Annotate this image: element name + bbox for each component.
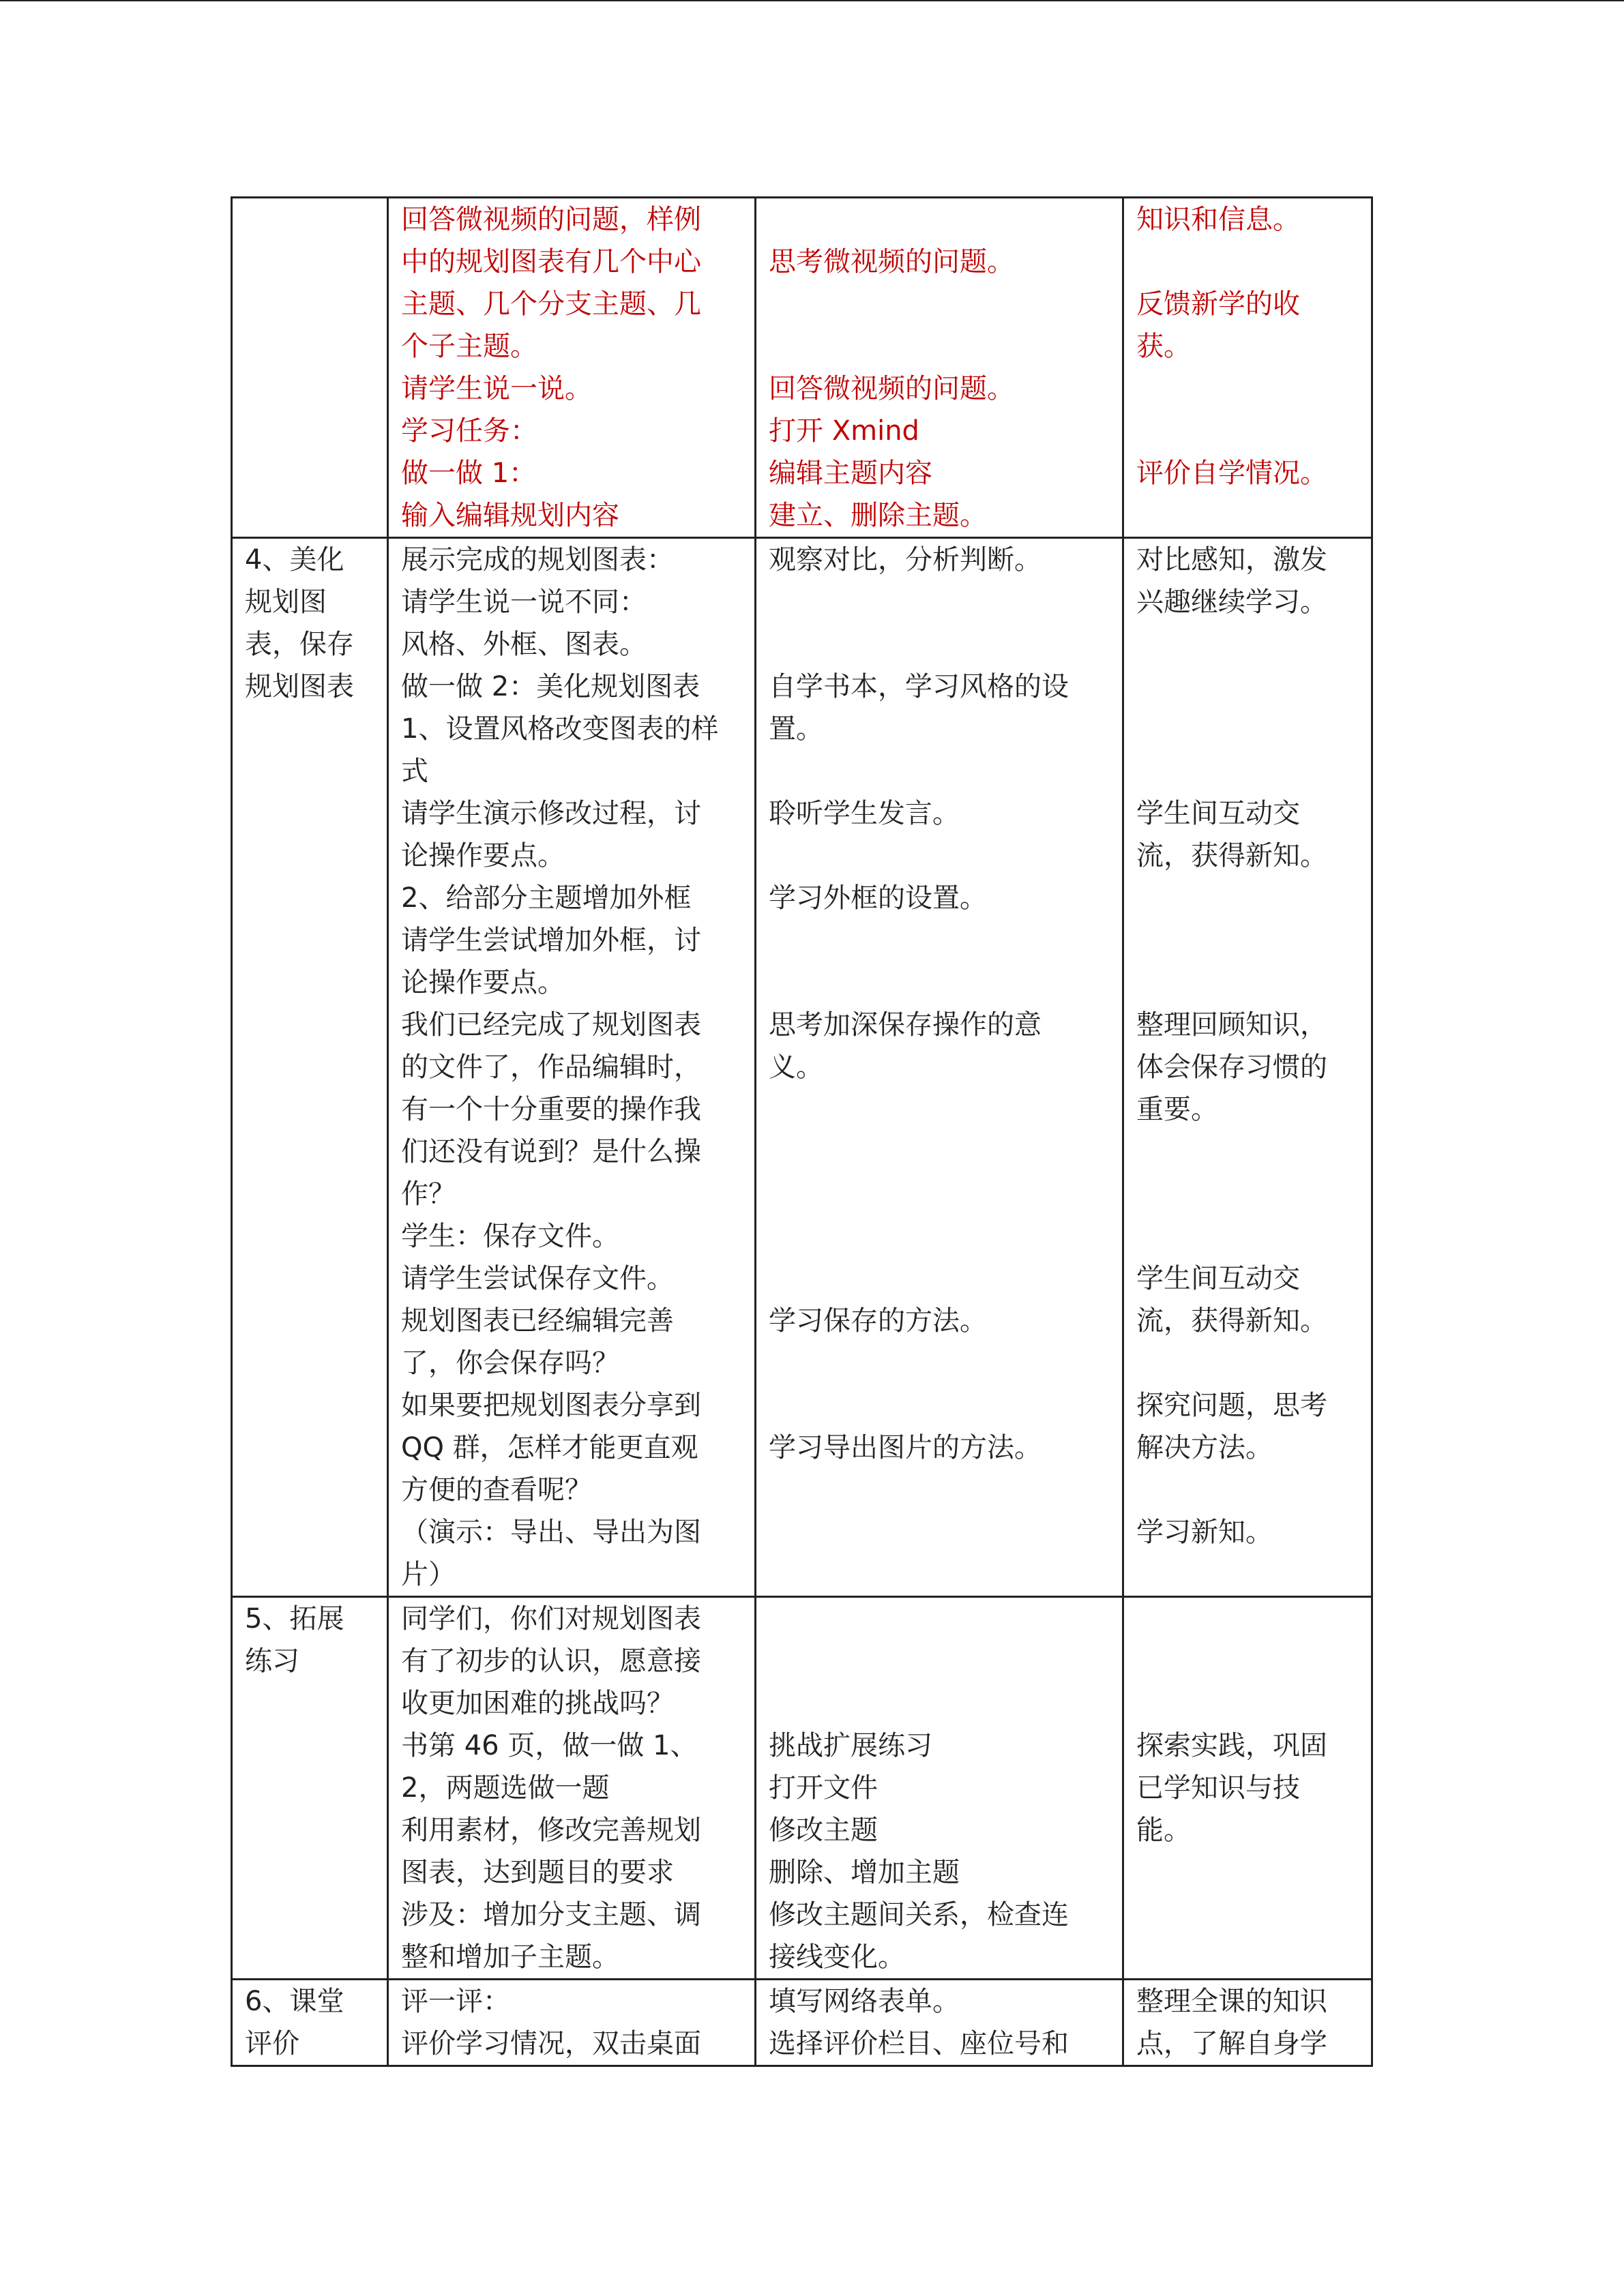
teacher-activity-cell <box>388 198 756 538</box>
cell-text-line: 中的规划图表有几个中心 <box>401 246 701 278</box>
cell-text-line: 打开 Xmind <box>769 415 919 447</box>
cell-text-line: 如果要把规划图表分享到 <box>401 1390 701 1421</box>
cell-text-line: 论操作要点。 <box>401 840 565 871</box>
cell-text-line <box>769 283 1110 325</box>
cell-text-line: 思考加深保存操作的意 <box>769 1009 1042 1041</box>
cell-text-line <box>1136 1851 1359 1894</box>
cell-text-line: 方便的查看呢？ <box>401 1474 592 1506</box>
cell-text-line <box>1136 750 1359 792</box>
stage-label-line: 5、拓展 <box>245 1603 344 1635</box>
stage-label-line: 4、美化 <box>245 544 344 576</box>
cell-text-line <box>1136 241 1359 283</box>
stage-label-line: 练习 <box>245 1645 299 1677</box>
cell-text-line <box>769 1682 1110 1725</box>
cell-text-line: 整和增加子主题。 <box>401 1941 619 1973</box>
cell-text-line: 置。 <box>769 713 823 745</box>
cell-text-line: 2，两题选做一题 <box>401 1772 610 1804</box>
cell-text-line <box>1136 1173 1359 1215</box>
stage-label-line: 规划图 <box>245 586 327 618</box>
cell-text-line: 展示完成的规划图表： <box>401 544 674 576</box>
cell-text-line: 修改主题 <box>769 1815 878 1846</box>
cell-text-line: 挑战扩展练习 <box>769 1730 932 1761</box>
cell-text-line: 片） <box>401 1559 456 1590</box>
cell-text-line: 式 <box>401 756 428 787</box>
cell-text-line: 书第 46 页，做一做 1、 <box>401 1730 698 1761</box>
teacher-activity-cell <box>388 1980 756 2066</box>
design-intent-cell <box>1123 198 1372 538</box>
stage-cell <box>232 198 388 538</box>
cell-text-line: 请学生尝试保存文件。 <box>401 1263 674 1294</box>
cell-text-line: 反馈新学的收 <box>1136 288 1300 320</box>
cell-text-line <box>769 581 1110 623</box>
table-row <box>232 1980 1372 2066</box>
cell-text-line: 观察对比，分析判断。 <box>769 544 1042 576</box>
cell-text-line: 2、给部分主题增加外框 <box>401 882 692 914</box>
cell-text-line <box>769 325 1110 368</box>
cell-text-line <box>1136 1682 1359 1725</box>
cell-text-line <box>1136 1936 1359 1978</box>
cell-text-line: 知识和信息。 <box>1136 204 1300 235</box>
cell-text-line: 思考微视频的问题。 <box>769 246 1014 278</box>
table-row <box>232 198 1372 538</box>
cell-text-line: 学生间互动交 <box>1136 1263 1300 1294</box>
cell-text-line <box>1136 494 1359 537</box>
cell-text-line: 解决方法。 <box>1136 1432 1273 1463</box>
cell-text-line: 个子主题。 <box>401 331 537 362</box>
cell-text-line <box>769 961 1110 1004</box>
cell-text-line: 涉及：增加分支主题、调 <box>401 1899 701 1930</box>
cell-text-line <box>769 623 1110 666</box>
cell-text-line: 1、设置风格改变图表的样 <box>401 713 719 745</box>
cell-text-line: 我们已经完成了规划图表 <box>401 1009 701 1041</box>
student-activity-cell <box>756 538 1123 1597</box>
cell-text-line <box>1136 1131 1359 1173</box>
cell-text-line <box>769 1598 1110 1640</box>
cell-text-line: 同学们，你们对规划图表 <box>401 1603 701 1635</box>
cell-text-line <box>1136 1894 1359 1936</box>
cell-text-line <box>1136 877 1359 919</box>
cell-text-line <box>1136 1469 1359 1511</box>
cell-text-line: 流，获得新知。 <box>1136 840 1327 871</box>
cell-text-line <box>769 835 1110 877</box>
cell-text-line <box>1136 1342 1359 1384</box>
cell-text-line <box>1136 1215 1359 1257</box>
cell-text-line: 聆听学生发言。 <box>769 798 960 829</box>
design-intent-cell <box>1123 1980 1372 2066</box>
stage-cell <box>232 1980 388 2066</box>
cell-text-line <box>769 1553 1110 1596</box>
cell-text-line <box>769 1640 1110 1682</box>
cell-text-line: 利用素材，修改完善规划 <box>401 1815 701 1846</box>
cell-text-line <box>1136 708 1359 750</box>
stage-label-line: 6、课堂 <box>245 1986 344 2017</box>
stage-label-line: 表，保存 <box>245 629 354 660</box>
cell-text-line: 请学生说一说。 <box>401 373 592 404</box>
cell-text-line <box>1136 368 1359 410</box>
cell-text-line <box>1136 1598 1359 1640</box>
cell-text-line: 填写网络表单。 <box>769 1986 960 2017</box>
cell-text-line: 兴趣继续学习。 <box>1136 586 1327 618</box>
cell-text-line <box>1136 919 1359 961</box>
cell-text-line: 论操作要点。 <box>401 967 565 998</box>
cell-text-line: 学习导出图片的方法。 <box>769 1432 1042 1463</box>
cell-text-line: 请学生尝试增加外框，讨 <box>401 925 701 956</box>
cell-text-line: 做一做 2：美化规划图表 <box>401 671 700 702</box>
cell-text-line: 整理回顾知识， <box>1136 1009 1327 1041</box>
cell-text-line: 流，获得新知。 <box>1136 1305 1327 1337</box>
cell-text-line: 们还没有说到？是什么操 <box>401 1136 701 1167</box>
cell-text-line: 学生间互动交 <box>1136 798 1300 829</box>
cell-text-line: 能。 <box>1136 1815 1191 1846</box>
lesson-plan-table <box>231 196 1373 2067</box>
cell-text-line: 对比感知，激发 <box>1136 544 1327 576</box>
cell-text-line <box>1136 410 1359 452</box>
cell-text-line: 义。 <box>769 1052 823 1083</box>
student-activity-cell <box>756 1980 1123 2066</box>
cell-text-line <box>1136 961 1359 1004</box>
teacher-activity-cell <box>388 538 756 1597</box>
cell-text-line <box>769 1088 1110 1131</box>
cell-text-line: 建立、删除主题。 <box>769 500 987 531</box>
cell-text-line <box>769 1469 1110 1511</box>
cell-text-line <box>769 919 1110 961</box>
cell-text-line: 探究问题，思考 <box>1136 1390 1327 1421</box>
stage-cell <box>232 538 388 1597</box>
cell-text-line <box>769 1384 1110 1427</box>
cell-text-line: 了，你会保存吗？ <box>401 1347 619 1379</box>
cell-text-line <box>769 1342 1110 1384</box>
cell-text-line: 有了初步的认识，愿意接 <box>401 1645 701 1677</box>
cell-text-line: 打开文件 <box>769 1772 878 1804</box>
cell-text-line <box>1136 1640 1359 1682</box>
student-activity-cell <box>756 198 1123 538</box>
cell-text-line: 学习新知。 <box>1136 1517 1273 1548</box>
cell-text-line <box>769 750 1110 792</box>
cell-text-line: 学习外框的设置。 <box>769 882 987 914</box>
cell-text-line: 自学书本，学习风格的设 <box>769 671 1069 702</box>
cell-text-line: 请学生演示修改过程，讨 <box>401 798 701 829</box>
page-top-border <box>0 0 1624 1</box>
lesson-plan-table-body <box>232 198 1372 2066</box>
cell-text-line: 接线变化。 <box>769 1941 905 1973</box>
cell-text-line: 规划图表已经编辑完善 <box>401 1305 674 1337</box>
cell-text-line <box>1136 666 1359 708</box>
cell-text-line: 重要。 <box>1136 1094 1218 1125</box>
cell-text-line: 已学知识与技 <box>1136 1772 1300 1804</box>
cell-text-line: 探索实践，巩固 <box>1136 1730 1327 1761</box>
design-intent-cell <box>1123 1597 1372 1980</box>
cell-text-line: 风格、外框、图表。 <box>401 629 647 660</box>
cell-text-line: 做一做 1： <box>401 458 537 489</box>
cell-text-line: 有一个十分重要的操作我 <box>401 1094 701 1125</box>
cell-text-line <box>769 1215 1110 1257</box>
cell-text-line: 请学生说一说不同： <box>401 586 647 618</box>
cell-text-line: 收更加困难的挑战吗？ <box>401 1688 674 1719</box>
cell-text-line: 删除、增加主题 <box>769 1857 960 1888</box>
cell-text-line: 评价学习情况，双击桌面 <box>401 2028 701 2059</box>
cell-text-line: 评价自学情况。 <box>1136 458 1327 489</box>
cell-text-line: 整理全课的知识 <box>1136 1986 1327 2017</box>
cell-text-line: 学习保存的方法。 <box>769 1305 987 1337</box>
cell-text-line <box>1136 623 1359 666</box>
cell-text-line: 回答微视频的问题。 <box>769 373 1014 404</box>
cell-text-line <box>1136 1553 1359 1596</box>
table-row <box>232 1597 1372 1980</box>
cell-text-line: 图表，达到题目的要求 <box>401 1857 674 1888</box>
cell-text-line: 点，了解自身学 <box>1136 2028 1327 2059</box>
cell-text-line: 学习任务： <box>401 415 537 447</box>
cell-text-line <box>769 1257 1110 1300</box>
design-intent-cell <box>1123 538 1372 1597</box>
cell-text-line: 编辑主题内容 <box>769 458 932 489</box>
cell-text-line: 获。 <box>1136 331 1191 362</box>
cell-text-line <box>769 1131 1110 1173</box>
stage-cell <box>232 1597 388 1980</box>
cell-text-line: 主题、几个分支主题、几 <box>401 288 701 320</box>
stage-label-line: 评价 <box>245 2028 299 2059</box>
cell-text-line: 选择评价栏目、座位号和 <box>769 2028 1069 2059</box>
cell-text-line <box>769 1511 1110 1553</box>
student-activity-cell <box>756 1597 1123 1980</box>
cell-text-line: QQ 群，怎样才能更直观 <box>401 1432 698 1463</box>
cell-text-line: 评一评： <box>401 1986 510 2017</box>
cell-text-line: （演示：导出、导出为图 <box>401 1517 701 1548</box>
cell-text-line: 修改主题间关系，检查连 <box>769 1899 1069 1930</box>
cell-text-line: 学生：保存文件。 <box>401 1221 619 1252</box>
teacher-activity-cell <box>388 1597 756 1980</box>
cell-text-line: 回答微视频的问题，样例 <box>401 204 701 235</box>
cell-text-line: 体会保存习惯的 <box>1136 1052 1327 1083</box>
stage-label-line: 规划图表 <box>245 671 354 702</box>
cell-text-line: 作？ <box>401 1178 456 1210</box>
cell-text-line: 输入编辑规划内容 <box>401 500 619 531</box>
cell-text-line: 的文件了，作品编辑时， <box>401 1052 701 1083</box>
table-row <box>232 538 1372 1597</box>
cell-text-line <box>769 1173 1110 1215</box>
cell-text-line <box>769 198 1110 241</box>
